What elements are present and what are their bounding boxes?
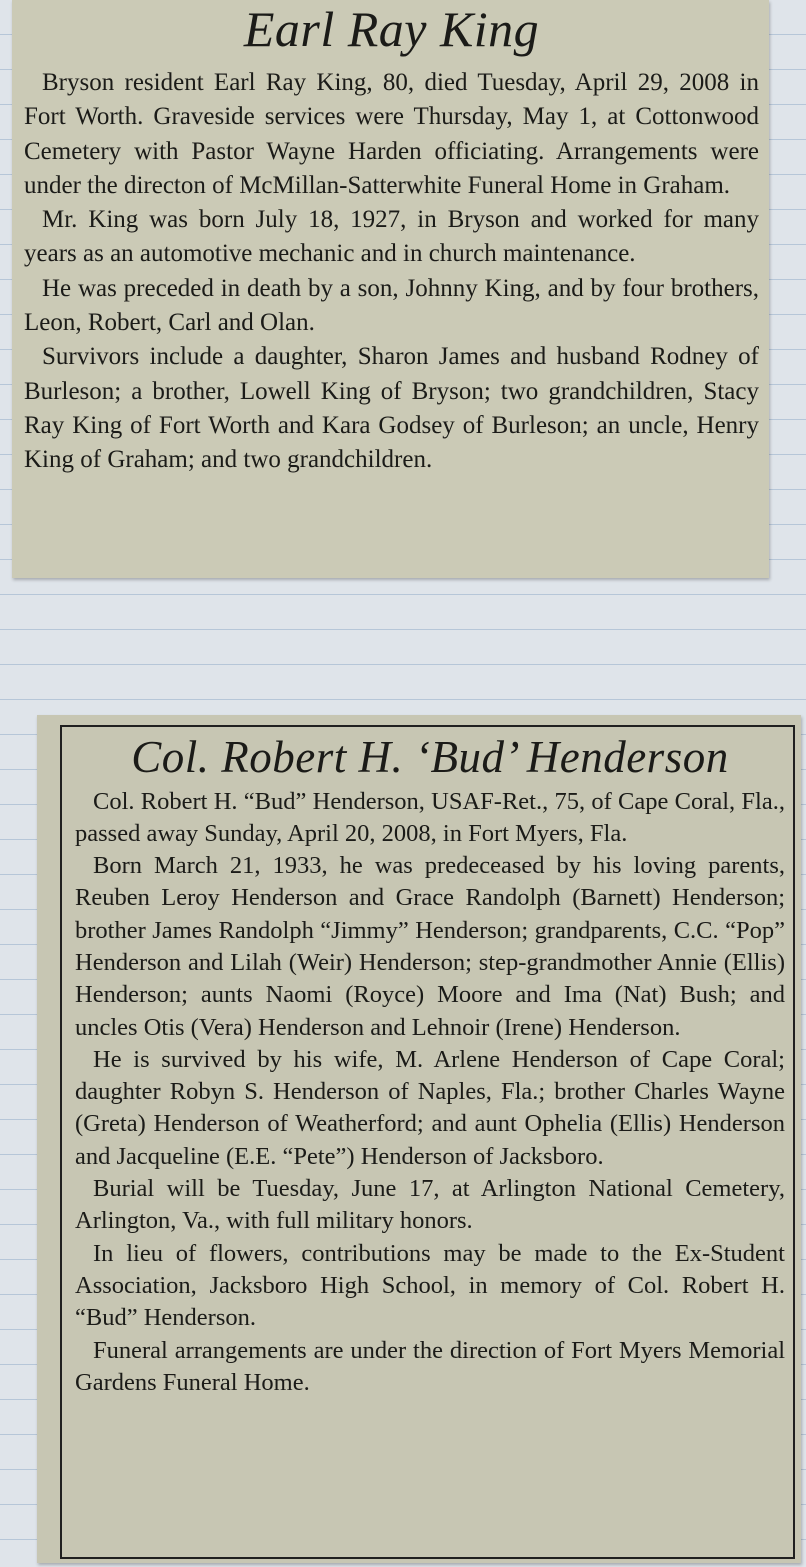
- obituary-paragraph: Bryson resident Earl Ray King, 80, died Tuesday, April 29, 2008 in Fort Worth. Graveside services were Thursday, May 1, at Cottonwood Cemetery with Pastor Wayne Harden officiating. Arrangements were under the directon of McMillan-Satterwhite Funeral Home in Graham.: [24, 69, 759, 199]
- obituary-paragraph: Burial will be Tuesday, June 17, at Arlington National Cemetery, Arlington, Va., with full military honors.: [75, 1175, 785, 1235]
- obituary-paragraph: Funeral arrangements are under the direction of Fort Myers Memorial Gardens Funeral Home.: [75, 1336, 785, 1396]
- obituary-headline: Col. Robert H. ‘Bud’ Henderson: [131, 732, 729, 782]
- obituary-paragraph: Born March 21, 1933, he was predeceased by his loving parents, Reuben Leroy Henderson and Grace Randolph (Barnett) Henderson; brother James Randolph “Jimmy” Henderson; grandparents, C.C. “Pop” Henderson and Lilah (Weir) Henderson; step-grandmother Annie (Ellis) Henderson; aunts Naomi (Royce) Moore and Ima (Nat) Bush; and uncles Otis (Vera) Henderson and Lehnoir (Irene) Henderson.: [75, 852, 785, 1041]
- obituary-paragraph: Mr. King was born July 18, 1927, in Bryson and worked for many years as an automotive mechanic and in church maintenance.: [24, 206, 759, 268]
- obituary-paragraph: In lieu of flowers, contributions may be made to the Ex-Student Association, Jacksboro High School, in memory of Col. Robert H. “Bud” Henderson.: [75, 1239, 785, 1332]
- obituary-border-frame: [60, 725, 795, 1559]
- obituary-paragraph: Col. Robert H. “Bud” Henderson, USAF-Ret., 75, of Cape Coral, Fla., passed away Sunday, April 20, 2008, in Fort Myers, Fla.: [75, 787, 785, 847]
- obituary-paragraph: He was preceded in death by a son, Johnny King, and by four brothers, Leon, Robert, Carl and Olan.: [24, 274, 759, 337]
- obituary-paragraph: He is survived by his wife, M. Arlene Henderson of Cape Coral; daughter Robyn S. Henderson of Naples, Fla.; brother Charles Wayne (Greta) Henderson of Weatherford; and aunt Ophelia (Ellis) Henderson and Jacqueline (E.E. “Pete”) Henderson of Jacksboro.: [75, 1045, 785, 1170]
- obituary-paragraph: Survivors include a daughter, Sharon James and husband Rodney of Burleson; a brother, Lowell King of Bryson; two grandchildren, Stacy Ray King of Fort Worth and Kara Godsey of Burleson; an uncle, Henry King of Graham; and two grandchildren.: [24, 343, 759, 474]
- obituary-headline: Earl Ray King: [243, 1, 540, 57]
- obituary-clipping-earl-ray-king: [12, 0, 769, 578]
- obituary-clipping-robert-henderson: [37, 715, 801, 1563]
